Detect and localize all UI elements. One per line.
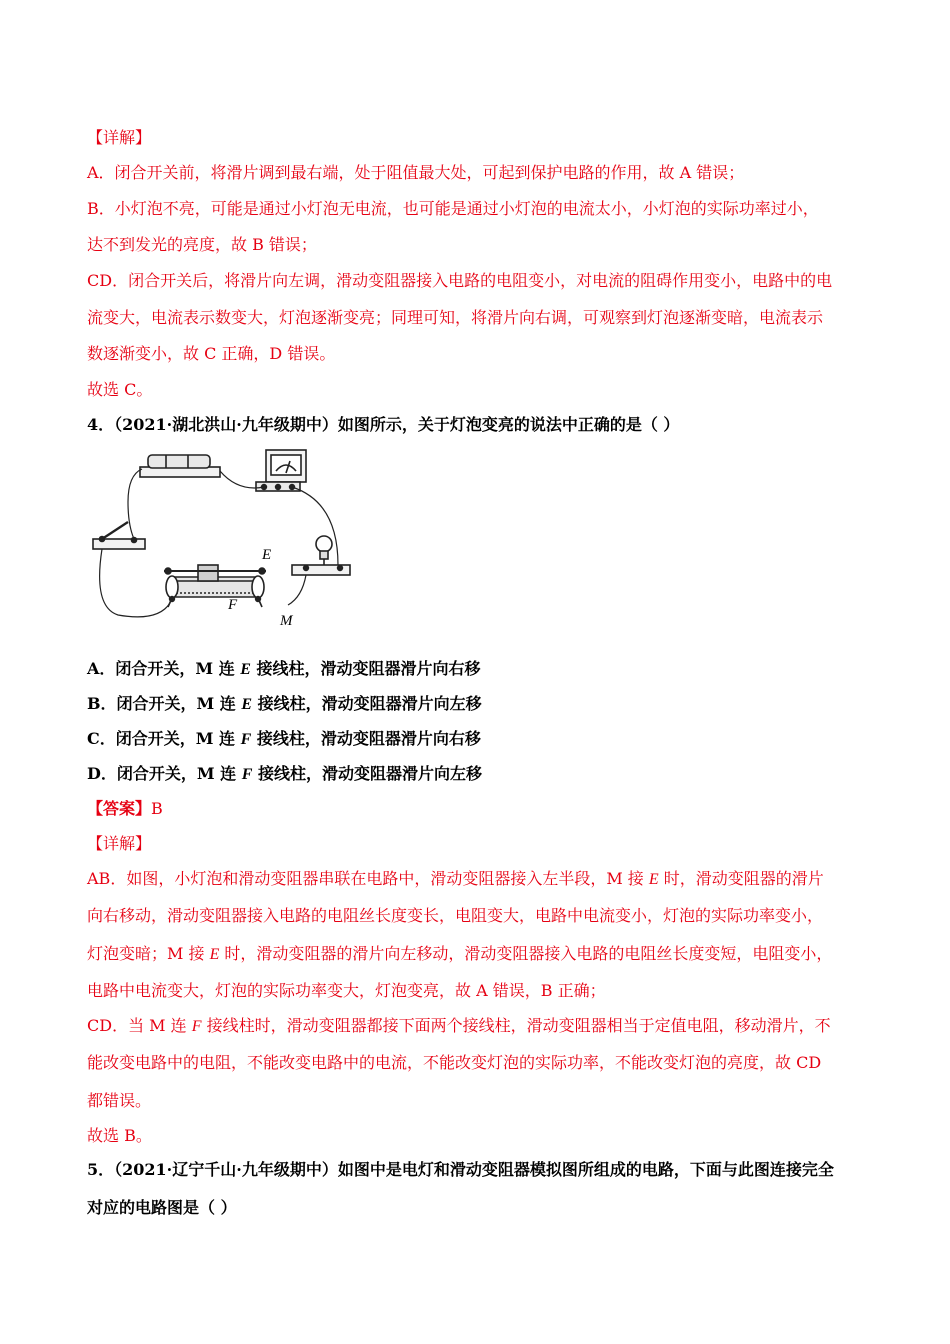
- q4-detail-line: 都错误。: [87, 1091, 152, 1110]
- q3-detail-line: 数逐渐变小，故 C 正确，D 错误。: [87, 344, 336, 363]
- q5-number: 5．: [87, 1160, 115, 1179]
- q4-option-a: A．闭合开关，M 连 E 接线柱，滑动变阻器滑片向右移: [87, 659, 481, 678]
- terminal-e-label: E: [262, 547, 272, 563]
- q4-detail-line: 电路中电流变大，灯泡的实际功率变大，灯泡变亮，故 A 错误，B 正确；: [87, 981, 606, 1000]
- wire-m-label: M: [280, 613, 293, 629]
- answer-value: B: [151, 799, 163, 818]
- q5-source: （2021·辽宁千山·九年级期中）: [114, 1160, 338, 1179]
- q4-option-d: D．闭合开关，M 连 F 接线柱，滑动变阻器滑片向左移: [87, 764, 482, 783]
- q3-detail-line: 流变大，电流表示数变大，灯泡逐渐变亮；同理可知，将滑片向右调，可观察到灯泡逐渐变暗，电流表示: [87, 308, 824, 327]
- circuit-figure: [88, 447, 358, 637]
- q4-detail-line: 能改变电路中的电阻，不能改变电路中的电流，不能改变灯泡的实际功率，不能改变灯泡的亮度，故 CD: [87, 1053, 822, 1072]
- q4-detail-line: CD．当 M 连 F 接线柱时，滑动变阻器都接下面两个接线柱，滑动变阻器相当于定值电阻，移动滑片，不: [87, 1016, 831, 1035]
- q4-stem-text: 如图所示，关于灯泡变亮的说法中正确的是（ ）: [337, 415, 680, 434]
- q4-option-b: B．闭合开关，M 连 E 接线柱，滑动变阻器滑片向左移: [87, 694, 482, 713]
- q5-stem-cont: 对应的电路图是（ ）: [87, 1198, 237, 1217]
- q3-detail-tag: 【详解】: [87, 128, 152, 147]
- q4-detail-line: 故选 B。: [87, 1126, 152, 1145]
- q3-detail-line: B．小灯泡不亮，可能是通过小灯泡无电流，也可能是通过小灯泡的电流太小，小灯泡的实际功率过小，: [87, 199, 819, 218]
- answer-tag: 【答案】: [87, 799, 152, 818]
- q3-detail-line: CD．闭合开关后，将滑片向左调，滑动变阻器接入电路的电阻变小，对电流的阻碍作用变小，电路中的电: [87, 271, 833, 290]
- q5-stem: [87, 1160, 834, 1180]
- q4-option-c: C．闭合开关，M 连 F 接线柱，滑动变阻器滑片向右移: [87, 729, 481, 748]
- q4-detail-tag: 【详解】: [87, 834, 152, 853]
- q4-stem: [87, 415, 679, 435]
- q4-detail-line: AB．如图，小灯泡和滑动变阻器串联在电路中，滑动变阻器接入左半段，M 接 E 时，滑动变阻器的滑片: [87, 869, 824, 888]
- q3-detail-line: 达不到发光的亮度，故 B 错误；: [87, 235, 317, 254]
- q4-answer: [87, 799, 163, 819]
- q5-stem-text: 如图中是电灯和滑动变阻器模拟图所组成的电路，下面与此图连接完全: [337, 1160, 834, 1179]
- q4-detail-line: 向右移动，滑动变阻器接入电路的电阻丝长度变长，电阻变大，电路中电流变小，灯泡的实际功率变小，: [87, 906, 824, 925]
- q3-detail-line: 故选 C。: [87, 380, 153, 399]
- terminal-f-label: F: [228, 597, 238, 613]
- q3-detail-line: A．闭合开关前，将滑片调到最右端，处于阻值最大处，可起到保护电路的作用，故 A 错误；: [87, 163, 745, 182]
- q4-number: 4．: [87, 415, 115, 434]
- q4-detail-line: 灯泡变暗；M 接 E 时，滑动变阻器的滑片向左移动，滑动变阻器接入电路的电阻丝长度变短，电阻变小，: [87, 944, 833, 963]
- q4-source: （2021·湖北洪山·九年级期中）: [114, 415, 338, 434]
